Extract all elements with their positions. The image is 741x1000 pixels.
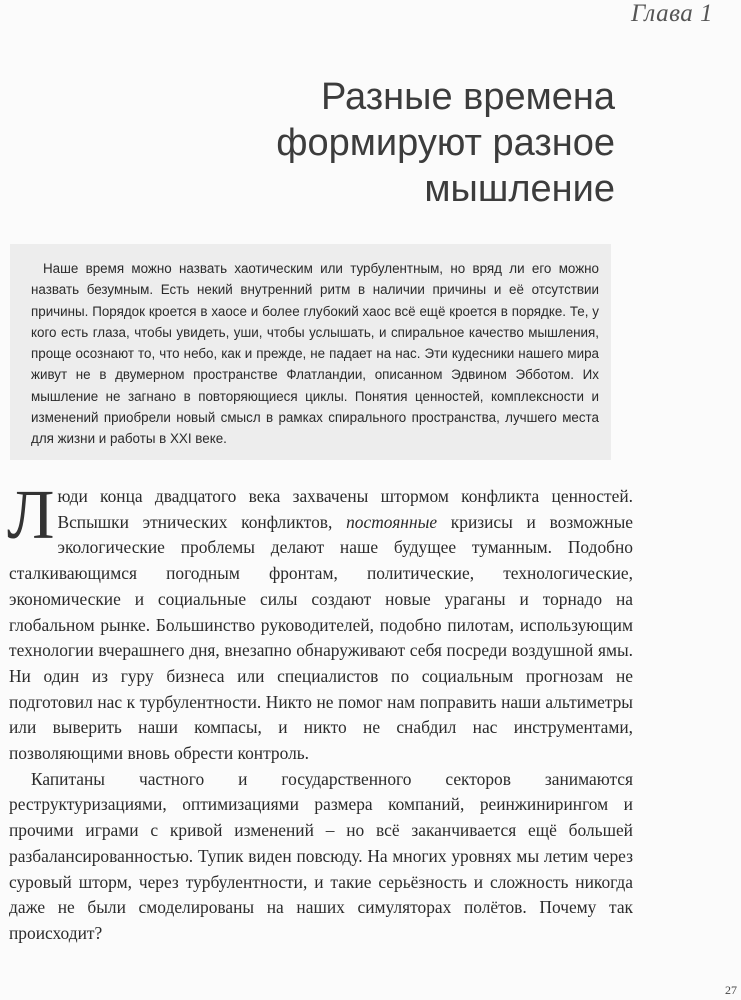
page-number: 27 bbox=[725, 983, 737, 997]
chapter-title-line-2: формируют разное bbox=[276, 122, 615, 164]
chapter-title-line-3: мышление bbox=[424, 168, 615, 210]
chapter-label: Глава 1 bbox=[630, 0, 713, 27]
drop-cap: Л bbox=[7, 477, 55, 554]
paragraph-2: Капитаны частного и государственного секторов занимаются реструктуризациями, оптимизациями размера компаний, реинжинирингом и прочими играми с кривой изменений – но всё заканчивается ещё большей разбалансированностью. Тупик виден повсюду. На многих уровнях мы летим через суровый шторм, через турбулентности, и такие серьёзность и сложность никогда даже не были смоделированы на наших симуляторах полётов. Почему так происходит? bbox=[9, 768, 633, 943]
paragraph-1 bbox=[7, 477, 633, 767]
body-text bbox=[7, 477, 633, 947]
paragraph-1-emphasis: постоянные bbox=[346, 511, 438, 532]
paragraph-1-text-b: кризисы и возможные экологические проблемы делают наше будущее туманным. Подобно сталкивающимся погодным фронтам, политические, технологические, экономические и социальные силы создают новые ураганы и торнадо на глобальном рынке. Большинство руководителей, подобно пилотам, использующим технологии вчерашнего дня, внезапно обнаруживают себя посреди воздушной ямы. Ни один из гуру бизнеса или специалистов по социальным прогнозам не подготовил нас к турбулентности. Никто не помог нам поправить наши альтиметры или выверить наши компасы, и никто не снабдил нас инструментами, позволяющими вновь обрести контроль. bbox=[9, 511, 633, 764]
paragraph-1-text-a: юди конца двадцатого века захвачены штормом конфликта ценностей. Вспышки этнических конфликтов, bbox=[57, 486, 633, 532]
abstract-text: Наше время можно назвать хаотическим или турбулентным, но вряд ли его можно назвать безумным. Есть некий внутренний ритм в наличии причины и её отсутствии причины. Порядок кроется в хаосе и более глубокий хаос всё ещё кроется в порядке. Те, у кого есть глаза, чтобы увидеть, уши, чтобы услышать, и спиральное качество мышления, проще осознают то, что небо, как и прежде, не падает на нас. Эти кудесники нашего мира живут не в двумерном пространстве Флатландии, описанном Эдвином Эбботом. Их мышление не загнано в повторяющиеся циклы. Понятия ценностей, комплексности и изменений приобрели новый смысл в рамках спирального пространства, лучшего места для жизни и работы в XXI веке. bbox=[31, 261, 599, 447]
chapter-title bbox=[95, 74, 615, 212]
chapter-title-line-1: Разные времена bbox=[320, 76, 615, 118]
chapter-abstract-box bbox=[10, 244, 611, 460]
